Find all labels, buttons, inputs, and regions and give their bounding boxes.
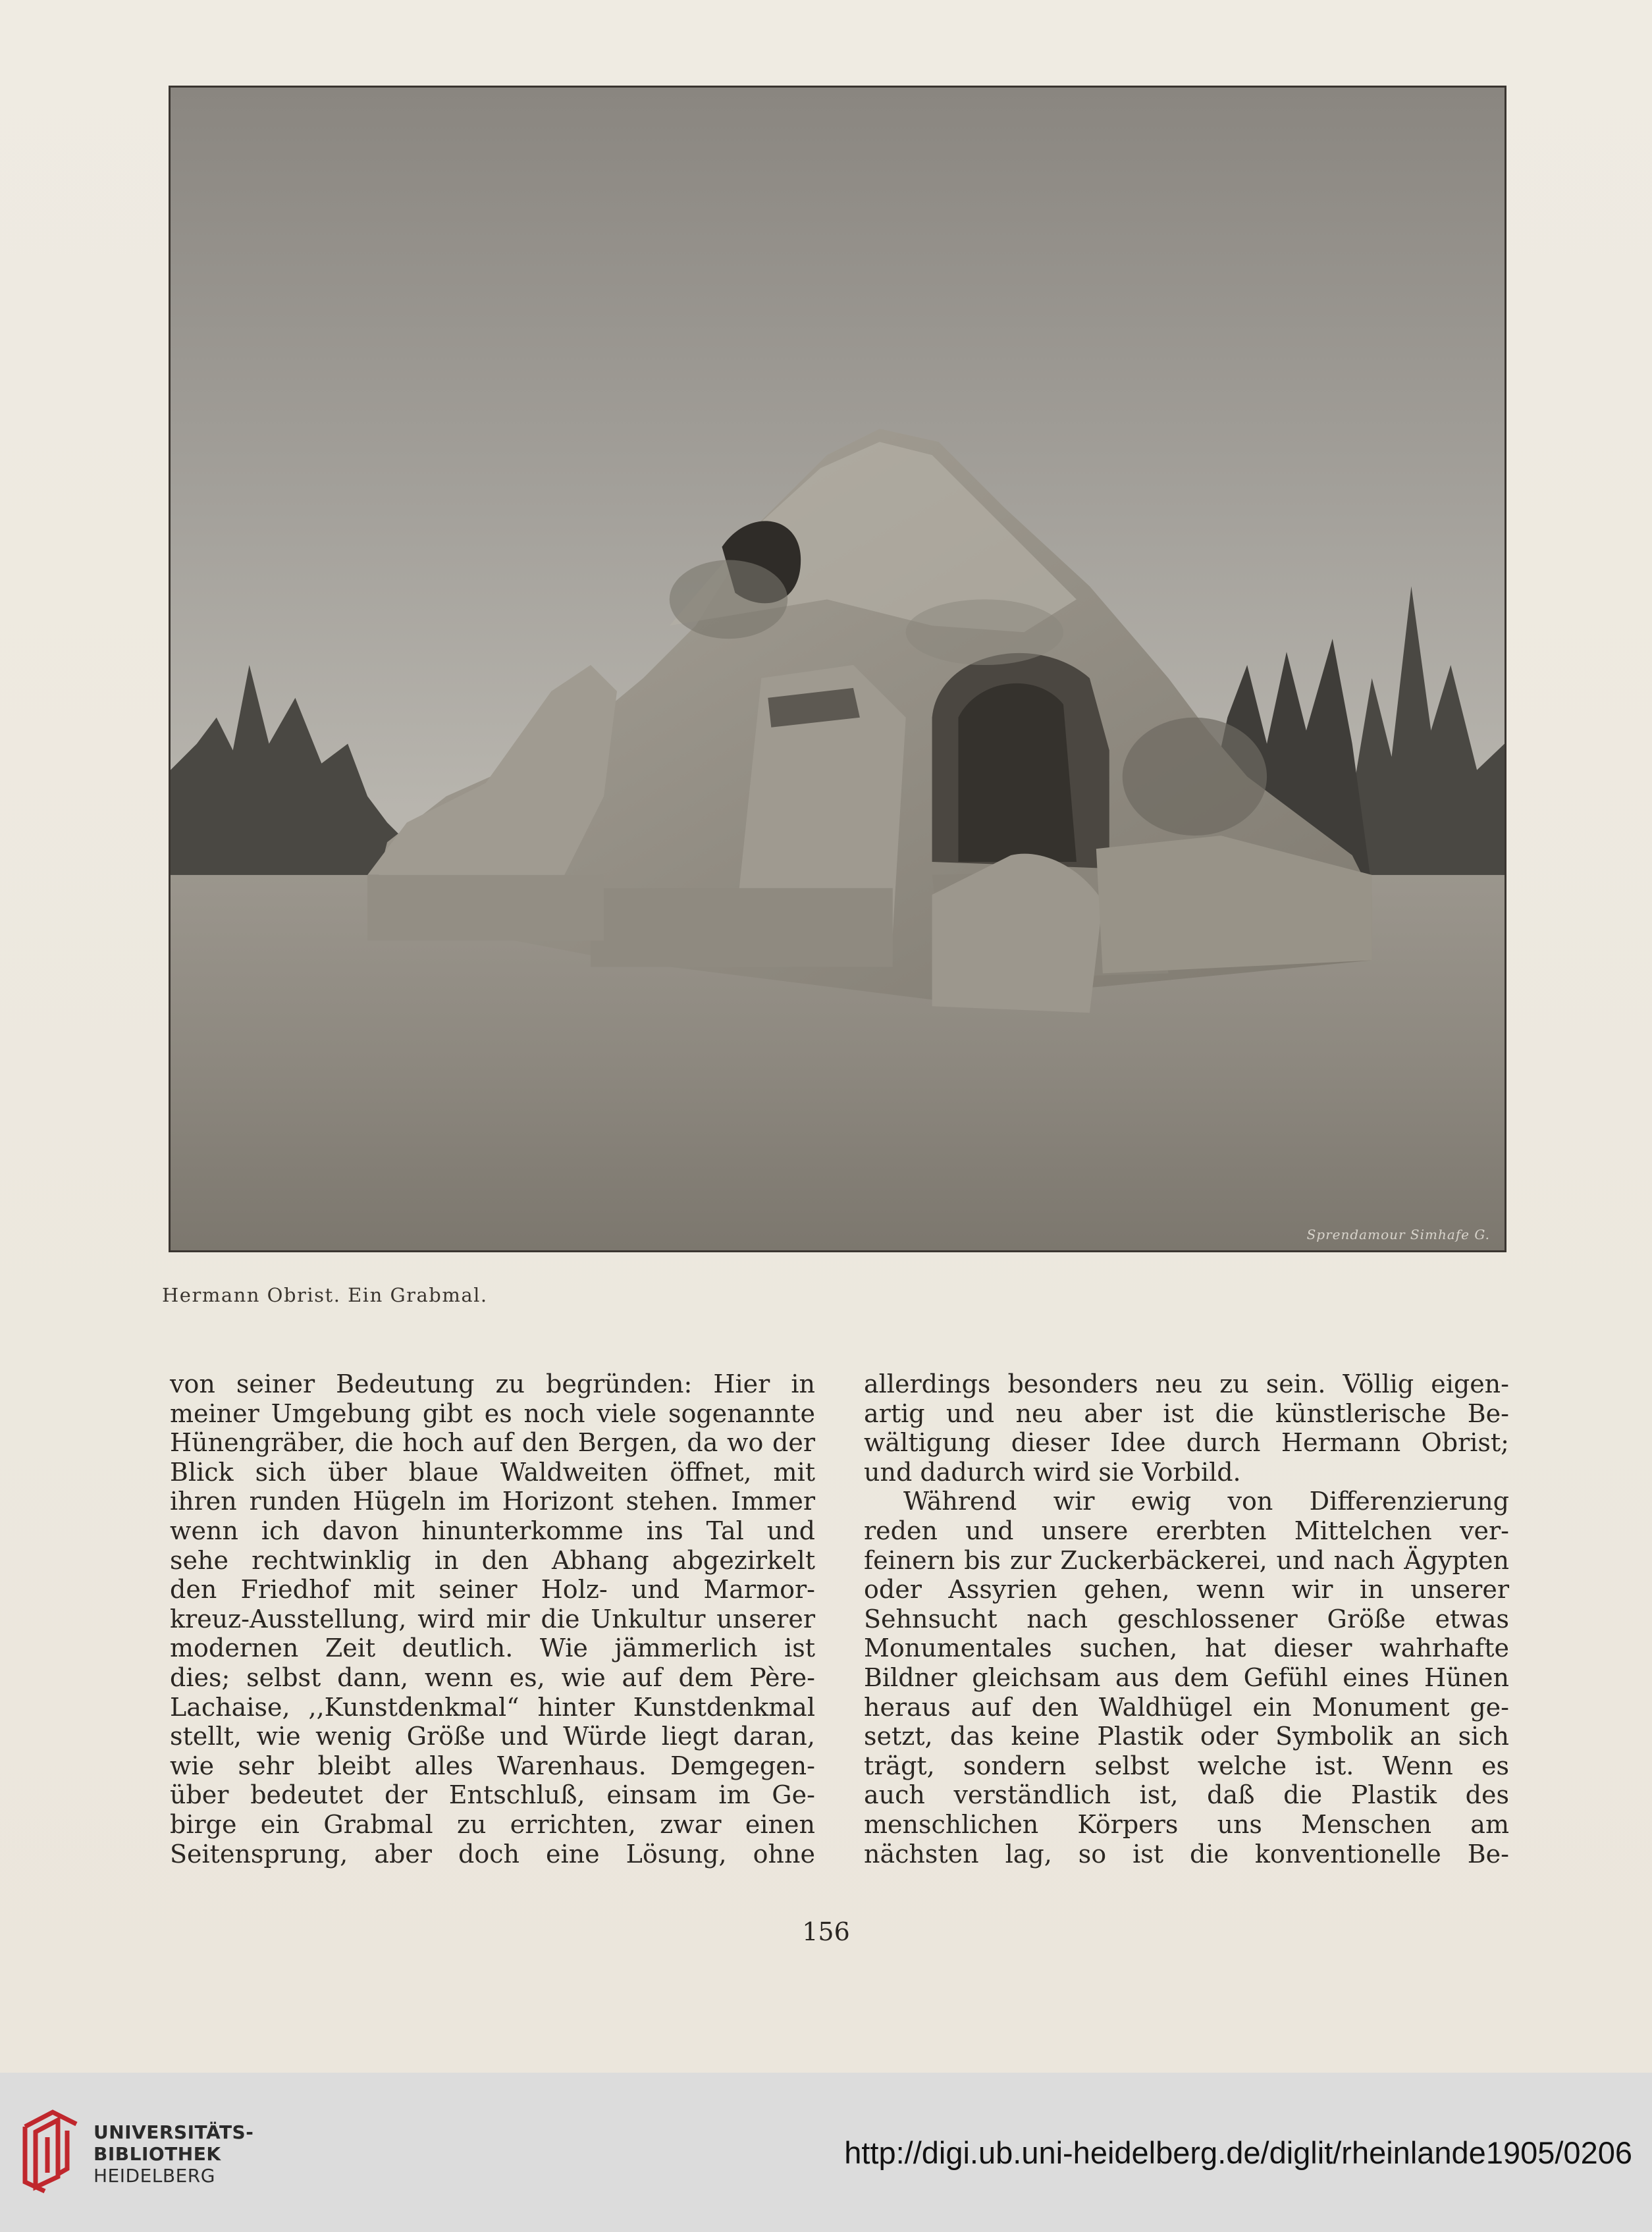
text-line: birge ein Grabmal zu errichten, zwar einen	[170, 1809, 815, 1839]
text-column-right	[864, 1369, 1509, 1869]
text-line: meiner Umgebung gibt es noch viele sogenannte	[170, 1398, 815, 1428]
text-line: Während wir ewig von Differenzierung	[903, 1487, 1509, 1516]
text-line: Seitensprung, aber doch eine Lösung, ohne	[170, 1839, 815, 1869]
page-number: 156	[802, 1917, 850, 1946]
text-line: Hünengräber, die hoch auf den Bergen, da wo der	[170, 1428, 815, 1458]
text-line: artig und neu aber ist die künstlerische Be-	[864, 1398, 1509, 1428]
text-line: über bedeutet der Entschluß, einsam im Ge-	[170, 1780, 815, 1810]
library-name-line1: UNIVERSITÄTS-	[93, 2121, 254, 2143]
permalink-url[interactable]: http://digi.ub.uni-heidelberg.de/diglit/rheinlande1905/0206	[844, 2135, 1632, 2170]
photograph-tomb-monument	[169, 86, 1506, 1252]
text-line: Monumentales suchen, hat dieser wahrhafte	[864, 1634, 1509, 1663]
library-footer	[0, 2073, 1652, 2232]
text-line: dies; selbst dann, wenn es, wie auf dem Père-	[170, 1662, 815, 1692]
photo-credit: Sprendamour Simhafe G.	[1306, 1227, 1490, 1242]
text-line: modernen Zeit deutlich. Wie jämmerlich ist	[170, 1634, 815, 1663]
text-line: sehe rechtwinklig in den Abhang abgezirkelt	[170, 1545, 815, 1575]
library-name[interactable]	[93, 2121, 253, 2187]
text-line: wenn ich davon hinunterkomme ins Tal und	[170, 1516, 815, 1545]
tomb-photo-illustration	[171, 88, 1505, 1250]
text-line: wie sehr bleibt alles Warenhaus. Demgegen-	[170, 1751, 815, 1780]
text-line: kreuz-Ausstellung, wird mir die Unkultur unserer	[170, 1604, 815, 1634]
text-line: menschlichen Körpers uns Menschen am	[864, 1809, 1509, 1839]
text-line: reden und unsere ererbten Mittelchen ver-	[864, 1516, 1509, 1545]
text-line: ihren runden Hügeln im Horizont stehen. Immer	[170, 1487, 815, 1516]
text-line: von seiner Bedeutung zu begründen: Hier in	[170, 1369, 815, 1398]
text-line: den Friedhof mit seiner Holz- und Marmor-	[170, 1575, 815, 1605]
text-line: wältigung dieser Idee durch Hermann Obrist;	[864, 1428, 1509, 1458]
text-line: trägt, sondern selbst welche ist. Wenn es	[864, 1751, 1509, 1780]
text-line: allerdings besonders neu zu sein. Völlig eigen-	[864, 1369, 1509, 1398]
library-name-line2: BIBLIOTHEK	[93, 2143, 221, 2165]
library-name-line3: HEIDELBERG	[93, 2165, 215, 2187]
library-logo-icon[interactable]	[18, 2108, 82, 2195]
text-line: Bildner gleichsam aus dem Gefühl eines Hünen	[864, 1662, 1509, 1692]
text-line: heraus auf den Waldhügel ein Monument ge-	[864, 1692, 1509, 1722]
text-line: nächsten lag, so ist die konventionelle Be-	[864, 1839, 1509, 1869]
text-line: feinern bis zur Zuckerbäckerei, und nach Ägypten	[864, 1545, 1509, 1575]
text-line: Lachaise, ,,Kunstdenkmal“ hinter Kunstdenkmal	[170, 1692, 815, 1722]
text-line: auch verständlich ist, daß die Plastik des	[864, 1780, 1509, 1810]
text-line: und dadurch wird sie Vorbild.	[864, 1457, 1241, 1487]
text-column-left	[170, 1369, 815, 1869]
text-line: setzt, das keine Plastik oder Symbolik an sich	[864, 1722, 1509, 1751]
figure-caption: Hermann Obrist. Ein Grabmal.	[162, 1284, 488, 1306]
text-line: Sehnsucht nach geschlossener Größe etwas	[864, 1604, 1509, 1634]
text-line: oder Assyrien gehen, wenn wir in unserer	[864, 1575, 1509, 1605]
text-line: stellt, wie wenig Größe und Würde liegt daran,	[170, 1722, 815, 1751]
text-line: Blick sich über blaue Waldweiten öffnet, mit	[170, 1457, 815, 1487]
